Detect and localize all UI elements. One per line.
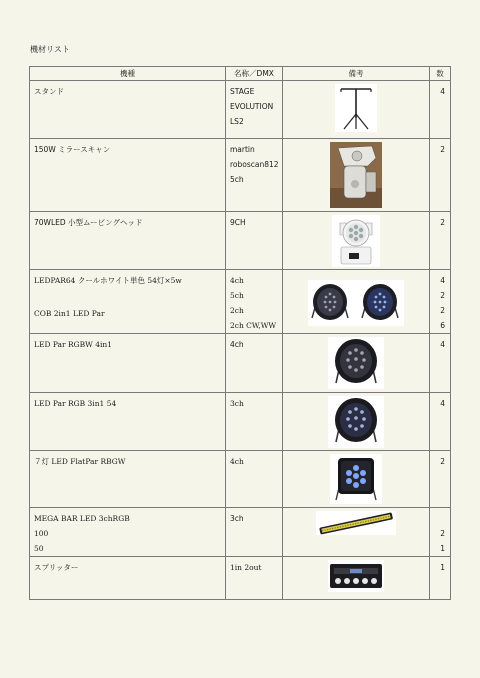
dmx-cell: 1in 2out <box>226 557 283 600</box>
note-cell <box>283 270 430 334</box>
note-cell <box>283 508 430 557</box>
table-row <box>30 270 451 334</box>
model-cell: LED Par RGBW 4in1 <box>30 334 226 393</box>
header-quantity: 数 <box>430 67 451 81</box>
model-cell: LEDPAR64 クールホワイト単色 54灯×5w COB 2in1 LED Par <box>30 270 226 334</box>
model-cell: 150W ミラースキャン <box>30 139 226 212</box>
dmx-cell: 9CH <box>226 212 283 270</box>
table-row <box>30 139 451 212</box>
model-cell: LED Par RGB 3in1 54 <box>30 393 226 451</box>
led-par-pair-image <box>308 280 404 326</box>
page-title: 機材リスト <box>30 45 70 54</box>
equipment-table <box>29 66 451 600</box>
dmx-cell: 4ch <box>226 334 283 393</box>
model-cell: ７灯 LED FlatPar RBGW <box>30 451 226 508</box>
header-notes: 備考 <box>283 67 430 81</box>
dmx-cell: martin roboscan812 5ch <box>226 139 283 212</box>
model-cell: スタンド <box>30 81 226 139</box>
table-row <box>30 334 451 393</box>
quantity-cell: 4 2 2 6 <box>430 270 451 334</box>
note-cell <box>283 139 430 212</box>
header-model: 機種 <box>30 67 226 81</box>
header-name-dmx: 名称／DMX <box>226 67 283 81</box>
note-cell <box>283 393 430 451</box>
quantity-cell: 4 <box>430 393 451 451</box>
moving-head-image <box>332 215 380 267</box>
flat-par-image <box>330 454 382 504</box>
quantity-cell: 2 <box>430 139 451 212</box>
table-header-row <box>30 67 451 81</box>
note-cell <box>283 557 430 600</box>
dmx-cell: STAGE EVOLUTION LS2 <box>226 81 283 139</box>
dmx-cell: 4ch <box>226 451 283 508</box>
led-par-image <box>328 337 384 389</box>
note-cell <box>283 334 430 393</box>
table-row <box>30 557 451 600</box>
note-cell <box>283 451 430 508</box>
table-row <box>30 451 451 508</box>
table-row <box>30 81 451 139</box>
model-cell: 70WLED 小型ムービングヘッド <box>30 212 226 270</box>
led-par-image <box>328 396 384 448</box>
quantity-cell: 2 <box>430 451 451 508</box>
dmx-splitter-image <box>328 560 384 592</box>
model-cell: スプリッター <box>30 557 226 600</box>
quantity-cell: 4 <box>430 81 451 139</box>
model-cell: MEGA BAR LED 3chRGB 100 50 <box>30 508 226 557</box>
quantity-cell: 4 <box>430 334 451 393</box>
table-row <box>30 508 451 557</box>
table-row <box>30 393 451 451</box>
note-cell <box>283 212 430 270</box>
dmx-cell: 4ch 5ch 2ch 2ch CW,WW <box>226 270 283 334</box>
dmx-cell: 3ch <box>226 393 283 451</box>
lighting-stand-image <box>335 84 377 132</box>
dmx-cell: 3ch <box>226 508 283 557</box>
mirror-scan-image <box>330 142 382 208</box>
table-row <box>30 212 451 270</box>
quantity-cell: 2 <box>430 212 451 270</box>
quantity-cell: 2 1 <box>430 508 451 557</box>
note-cell <box>283 81 430 139</box>
led-bar-image <box>316 511 396 535</box>
quantity-cell: 1 <box>430 557 451 600</box>
